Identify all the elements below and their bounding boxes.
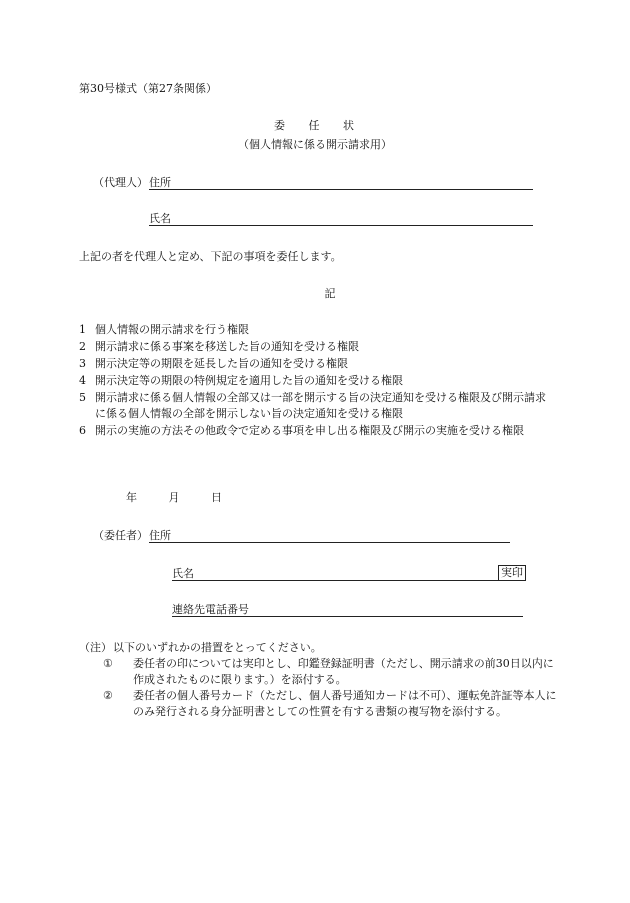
note-text: 委任者の印については実印とし、印鑑登録証明書（ただし、開示請求の前30日以内に作成されたものに限ります。）を添付する。 [133,656,554,686]
document-subtitle: （個人情報に係る開示請求用） [238,138,392,151]
date-line [126,490,250,506]
agent-name-line[interactable] [149,225,533,226]
principal-phone-line[interactable] [172,616,523,617]
date-year: 年 [126,491,137,504]
principal-phone-label: 連絡先電話番号 [172,603,249,616]
agent-address-line[interactable] [149,189,533,190]
principal-name-line[interactable] [172,580,523,581]
seal-box: 実印 [498,565,526,581]
principal-address-line[interactable] [149,542,510,543]
list-item: 4 開示決定等の期限の特例規定を適用した旨の通知を受ける権限 [79,373,403,387]
principal-label: （委任者） [93,529,148,542]
list-item: 5 開示請求に係る個人情報の全部又は一部を開示する旨の決定通知を受ける権限及び開示請求に係る個人情報の全部を開示しない旨の決定通知を受ける権限 [79,390,546,420]
date-day: 日 [211,491,222,504]
principal-address-label: 住所 [149,529,171,542]
note-mark: ① [103,656,113,670]
list-item: 6 開示の実施の方法その他政令で定める事項を申し出る権限及び開示の実施を受ける権限 [79,423,524,437]
date-month: 月 [168,491,180,504]
document-title: 委 任 状 [274,119,364,132]
form-number: 第30号様式（第27条関係） [79,82,217,95]
delegated-powers-list [79,322,555,440]
note-text: 委任者の個人番号カード（ただし、個人番号通知カードは不可）、運転免許証等本人にのみ発行される身分証明書としての性質を有する書類の複写物を添付する。 [133,688,557,718]
list-item: 1 個人情報の開示請求を行う権限 [79,323,249,336]
list-item: 2 開示請求に係る事案を移送した旨の通知を受ける権限 [79,339,359,353]
notes-section [79,640,559,720]
agent-label: （代理人） [93,176,148,189]
note-item [103,656,559,688]
note-mark: ② [103,688,113,702]
notes-intro: 以下のいずれかの措置をとってください。 [113,641,322,654]
ki-heading: 記 [324,287,336,300]
notes-label: （注） [79,641,112,654]
agent-address-label: 住所 [149,176,171,189]
agent-name-label: 氏名 [149,212,171,225]
intro-text: 上記の者を代理人と定め、下記の事項を委任します。 [79,250,342,263]
list-item: 3 開示決定等の期限を延長した旨の通知を受ける権限 [79,356,348,370]
principal-name-label: 氏名 [172,567,194,580]
note-item [103,688,559,720]
